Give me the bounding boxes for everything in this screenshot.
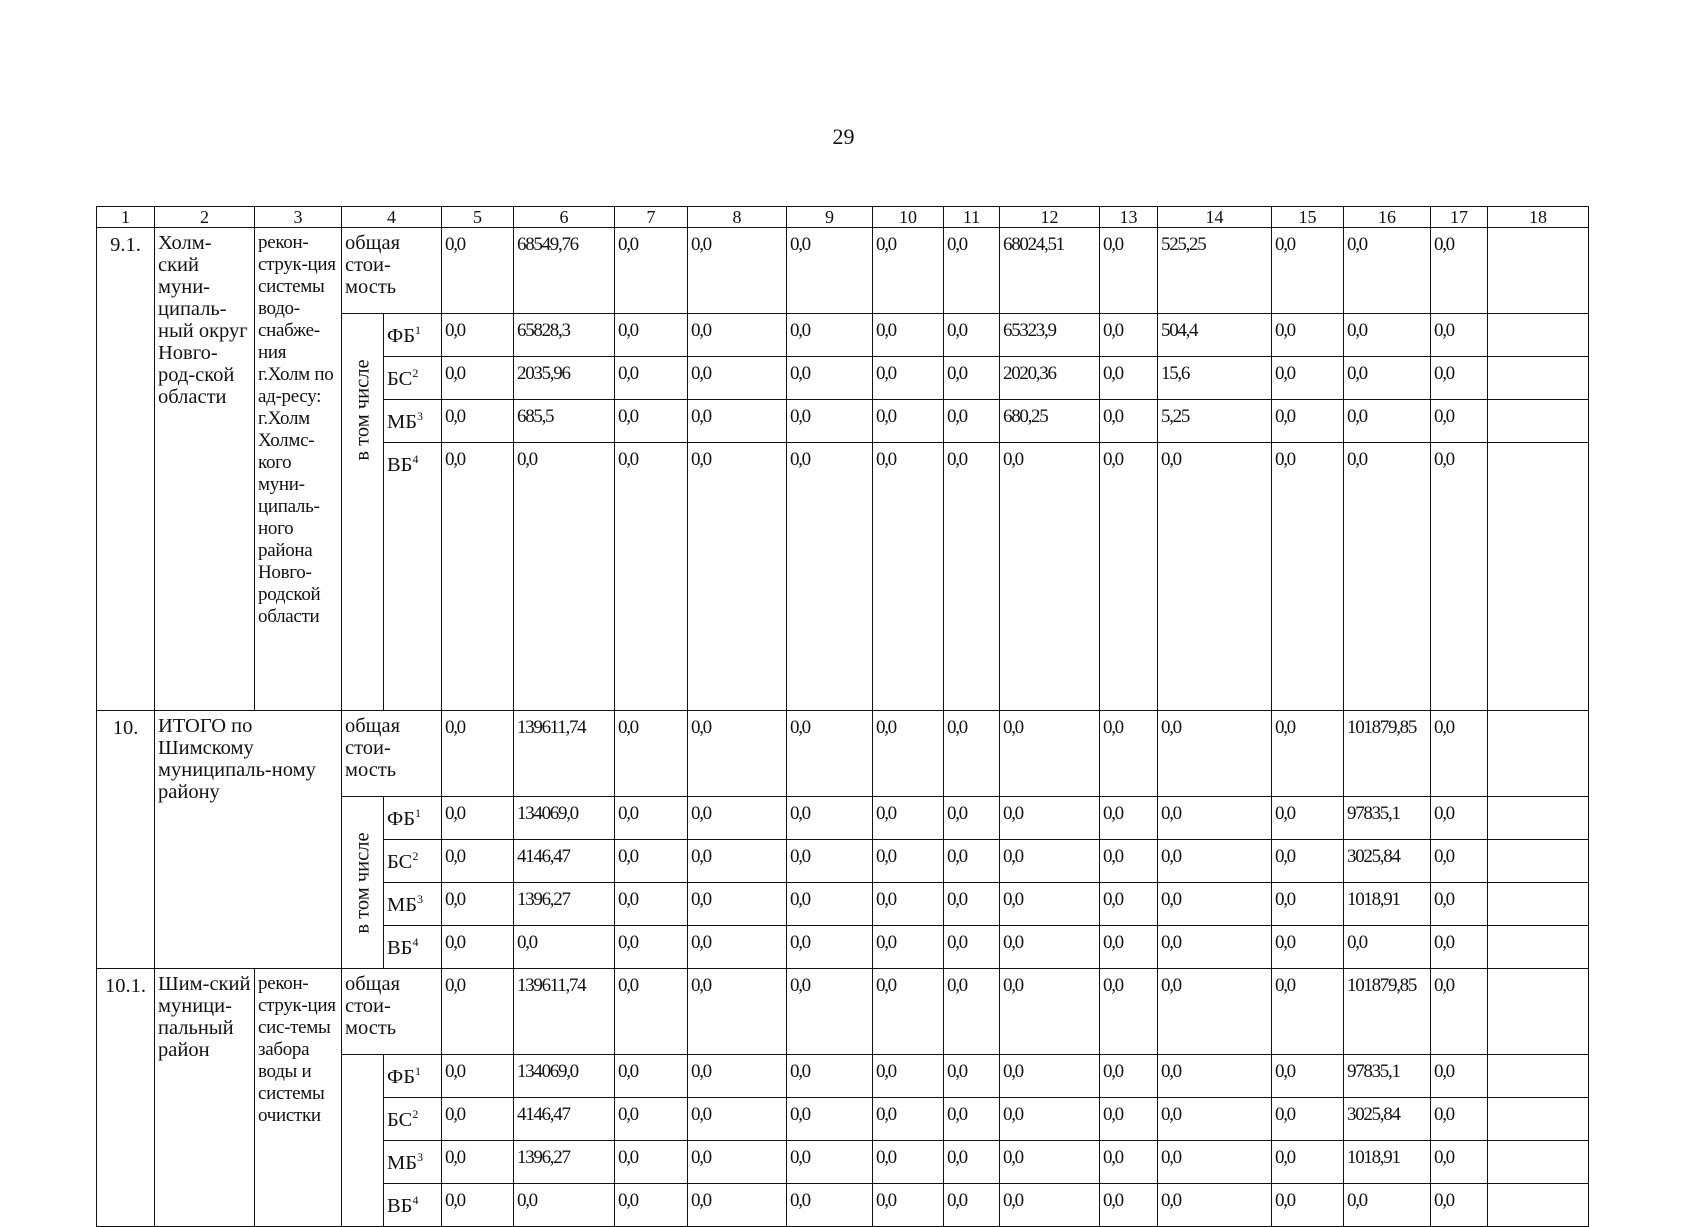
value-cell: 0,0	[615, 1141, 688, 1184]
value-cell: 68024,51	[1000, 228, 1100, 314]
value-cell: 4146,47	[514, 840, 615, 883]
value-cell: 0,0	[1431, 400, 1488, 443]
funding-source-label: ФБ	[387, 324, 415, 347]
value-cell: 0,0	[1431, 926, 1488, 969]
empty-cell	[1488, 443, 1589, 711]
empty-cell	[1488, 400, 1589, 443]
value-cell: 65828,3	[514, 314, 615, 357]
funding-source	[384, 1098, 442, 1141]
total-cost-label: общая стои-мость	[342, 969, 442, 1055]
value-cell: 0,0	[442, 357, 514, 400]
value-cell: 2035,96	[514, 357, 615, 400]
value-cell: 0,0	[1100, 711, 1158, 797]
funding-source	[384, 357, 442, 400]
row-number: 9.1.	[97, 228, 155, 711]
value-cell: 0,0	[1431, 314, 1488, 357]
value-cell: 0,0	[1431, 1184, 1488, 1227]
column-number: 5	[442, 207, 514, 228]
value-cell: 0,0	[1158, 926, 1272, 969]
total-row	[97, 969, 1589, 1055]
value-cell: 0,0	[787, 1184, 873, 1227]
footnote-mark: 1	[414, 1064, 421, 1078]
empty-cell	[1488, 228, 1589, 314]
value-cell: 0,0	[1100, 840, 1158, 883]
column-number: 16	[1344, 207, 1431, 228]
value-cell: 0,0	[1272, 926, 1344, 969]
value-cell: 0,0	[1344, 443, 1431, 711]
value-cell: 0,0	[1431, 1098, 1488, 1141]
value-cell: 0,0	[1000, 926, 1100, 969]
value-cell: 0,0	[787, 314, 873, 357]
column-number: 4	[342, 207, 442, 228]
total-row	[97, 228, 1589, 314]
value-cell: 0,0	[1158, 840, 1272, 883]
value-cell: 0,0	[442, 969, 514, 1055]
value-cell: 0,0	[1000, 1055, 1100, 1098]
page-number: 29	[832, 124, 855, 149]
value-cell: 0,0	[944, 797, 1000, 840]
value-cell: 0,0	[688, 711, 787, 797]
value-cell: 0,0	[688, 797, 787, 840]
value-cell: 0,0	[944, 314, 1000, 357]
value-cell: 0,0	[1100, 1098, 1158, 1141]
value-cell: 0,0	[442, 883, 514, 926]
value-cell: 0,0	[1272, 357, 1344, 400]
value-cell: 0,0	[1000, 711, 1100, 797]
value-cell: 1396,27	[514, 1141, 615, 1184]
funding-source	[384, 1055, 442, 1098]
value-cell: 0,0	[688, 840, 787, 883]
value-cell: 0,0	[1000, 1098, 1100, 1141]
value-cell: 0,0	[1272, 883, 1344, 926]
object-description: рекон-струк-ция сис-темы забора воды и системы очистки	[255, 969, 342, 1227]
value-cell: 0,0	[442, 797, 514, 840]
value-cell: 0,0	[615, 1055, 688, 1098]
row-number: 10.1.	[97, 969, 155, 1227]
value-cell: 3025,84	[1344, 1098, 1431, 1141]
funding-source-label: ФБ	[387, 1065, 415, 1088]
column-number: 10	[873, 207, 944, 228]
funding-source	[384, 926, 442, 969]
funding-source-label: БС	[387, 1108, 413, 1131]
value-cell: 0,0	[944, 711, 1000, 797]
empty-cell	[1488, 883, 1589, 926]
value-cell: 0,0	[514, 443, 615, 711]
value-cell: 0,0	[944, 926, 1000, 969]
value-cell: 0,0	[688, 1098, 787, 1141]
value-cell: 0,0	[1000, 883, 1100, 926]
value-cell: 0,0	[1431, 228, 1488, 314]
column-number: 18	[1488, 207, 1589, 228]
value-cell: 0,0	[442, 840, 514, 883]
value-cell: 0,0	[688, 228, 787, 314]
value-cell: 134069,0	[514, 1055, 615, 1098]
value-cell: 0,0	[442, 443, 514, 711]
value-cell: 0,0	[1344, 357, 1431, 400]
value-cell: 0,0	[787, 228, 873, 314]
value-cell: 0,0	[1000, 1184, 1100, 1227]
value-cell: 0,0	[442, 1098, 514, 1141]
value-cell: 0,0	[1000, 840, 1100, 883]
municipality-name: Шим-ский муници-пальный район	[155, 969, 255, 1227]
column-number: 12	[1000, 207, 1100, 228]
value-cell: 0,0	[1158, 883, 1272, 926]
column-number: 3	[255, 207, 342, 228]
value-cell: 0,0	[787, 969, 873, 1055]
value-cell: 0,0	[1158, 1141, 1272, 1184]
value-cell: 0,0	[787, 1141, 873, 1184]
value-cell: 0,0	[1000, 797, 1100, 840]
value-cell: 0,0	[688, 883, 787, 926]
municipality-name: Холм-ский муни-ципаль-ный округ Новго-род-ской области	[155, 228, 255, 711]
value-cell: 0,0	[1158, 1055, 1272, 1098]
column-number: 7	[615, 207, 688, 228]
funding-source-label: МБ	[387, 1151, 417, 1174]
value-cell: 0,0	[873, 797, 944, 840]
value-cell: 0,0	[1272, 711, 1344, 797]
value-cell: 97835,1	[1344, 1055, 1431, 1098]
value-cell: 0,0	[873, 969, 944, 1055]
value-cell: 0,0	[442, 1184, 514, 1227]
group-label: в том числе	[351, 359, 373, 461]
value-cell: 0,0	[1272, 228, 1344, 314]
value-cell: 0,0	[1100, 314, 1158, 357]
value-cell: 0,0	[1272, 1098, 1344, 1141]
column-number: 1	[97, 207, 155, 228]
value-cell: 0,0	[1158, 797, 1272, 840]
value-cell: 0,0	[873, 1055, 944, 1098]
funding-source	[384, 883, 442, 926]
value-cell: 139611,74	[514, 969, 615, 1055]
value-cell: 0,0	[873, 1098, 944, 1141]
value-cell: 0,0	[944, 969, 1000, 1055]
value-cell: 0,0	[1000, 1141, 1100, 1184]
total-name: ИТОГО по Шимскому муниципаль-ному району	[155, 711, 342, 969]
footnote-mark: 4	[412, 935, 419, 949]
value-cell: 0,0	[787, 443, 873, 711]
value-cell: 0,0	[944, 443, 1000, 711]
value-cell: 0,0	[1431, 883, 1488, 926]
column-number: 6	[514, 207, 615, 228]
value-cell: 0,0	[873, 228, 944, 314]
value-cell: 0,0	[1272, 1184, 1344, 1227]
value-cell: 0,0	[1100, 357, 1158, 400]
value-cell: 0,0	[615, 443, 688, 711]
value-cell: 0,0	[1431, 711, 1488, 797]
value-cell: 0,0	[944, 1055, 1000, 1098]
value-cell: 134069,0	[514, 797, 615, 840]
funding-source-label: БС	[387, 367, 413, 390]
row-number: 10.	[97, 711, 155, 969]
value-cell: 525,25	[1158, 228, 1272, 314]
value-cell: 0,0	[1431, 1055, 1488, 1098]
value-cell: 3025,84	[1344, 840, 1431, 883]
value-cell: 685,5	[514, 400, 615, 443]
value-cell: 0,0	[615, 400, 688, 443]
funding-source-label: ВБ	[387, 453, 413, 476]
value-cell: 0,0	[1272, 314, 1344, 357]
group-label-vertical	[342, 797, 384, 969]
value-cell: 1396,27	[514, 883, 615, 926]
value-cell: 0,0	[1431, 797, 1488, 840]
value-cell: 101879,85	[1344, 711, 1431, 797]
value-cell: 0,0	[873, 400, 944, 443]
value-cell: 0,0	[787, 840, 873, 883]
value-cell: 0,0	[873, 443, 944, 711]
value-cell: 0,0	[944, 1141, 1000, 1184]
value-cell: 680,25	[1000, 400, 1100, 443]
value-cell: 0,0	[1100, 883, 1158, 926]
value-cell: 0,0	[615, 1184, 688, 1227]
footnote-mark: 3	[417, 409, 423, 423]
value-cell: 504,4	[1158, 314, 1272, 357]
empty-cell	[1488, 797, 1589, 840]
total-cost-label: общая стои-мость	[342, 228, 442, 314]
value-cell: 0,0	[688, 400, 787, 443]
value-cell: 0,0	[1272, 840, 1344, 883]
empty-cell	[1488, 1184, 1589, 1227]
value-cell: 0,0	[1272, 969, 1344, 1055]
value-cell: 0,0	[688, 357, 787, 400]
value-cell: 0,0	[1431, 357, 1488, 400]
total-cost-label: общая стои-мость	[342, 711, 442, 797]
value-cell: 0,0	[1158, 711, 1272, 797]
value-cell: 0,0	[688, 314, 787, 357]
value-cell: 15,6	[1158, 357, 1272, 400]
funding-source	[384, 1141, 442, 1184]
value-cell: 0,0	[615, 711, 688, 797]
value-cell: 0,0	[944, 840, 1000, 883]
value-cell: 0,0	[787, 926, 873, 969]
column-number: 13	[1100, 207, 1158, 228]
value-cell: 0,0	[1100, 1184, 1158, 1227]
value-cell: 0,0	[787, 400, 873, 443]
value-cell: 0,0	[688, 926, 787, 969]
funding-source-label: ФБ	[387, 807, 415, 830]
value-cell: 0,0	[514, 1184, 615, 1227]
empty-cell	[1488, 969, 1589, 1055]
value-cell: 0,0	[615, 314, 688, 357]
value-cell: 0,0	[615, 969, 688, 1055]
group-label: в том числе	[351, 831, 373, 934]
value-cell: 0,0	[1000, 443, 1100, 711]
value-cell: 0,0	[873, 840, 944, 883]
value-cell: 0,0	[1272, 797, 1344, 840]
value-cell: 0,0	[1100, 1055, 1158, 1098]
funding-source	[384, 314, 442, 357]
value-cell: 139611,74	[514, 711, 615, 797]
empty-cell	[1488, 1098, 1589, 1141]
funding-source	[384, 1184, 442, 1227]
value-cell: 68549,76	[514, 228, 615, 314]
funding-source-label: МБ	[387, 410, 417, 433]
column-number: 2	[155, 207, 255, 228]
empty-cell	[1488, 840, 1589, 883]
funding-source-label: МБ	[387, 893, 417, 916]
value-cell: 0,0	[944, 400, 1000, 443]
value-cell: 0,0	[442, 1055, 514, 1098]
footnote-mark: 1	[414, 806, 421, 820]
value-cell: 0,0	[944, 1098, 1000, 1141]
column-number: 15	[1272, 207, 1344, 228]
value-cell: 0,0	[787, 357, 873, 400]
value-cell: 0,0	[1431, 840, 1488, 883]
column-number: 11	[944, 207, 1000, 228]
value-cell: 0,0	[688, 443, 787, 711]
value-cell: 4146,47	[514, 1098, 615, 1141]
value-cell: 0,0	[1158, 1184, 1272, 1227]
value-cell: 2020,36	[1000, 357, 1100, 400]
value-cell: 0,0	[688, 1141, 787, 1184]
value-cell: 0,0	[514, 926, 615, 969]
group-label-vertical	[342, 314, 384, 711]
value-cell: 0,0	[1431, 969, 1488, 1055]
budget-table	[96, 206, 1589, 1227]
object-description: рекон-струк-ция системы водо-снабже-ния г.Холм по ад-ресу: г.Холм Холмс-кого муни-ципаль-ного района Новго-родской области	[255, 228, 342, 711]
funding-source	[384, 400, 442, 443]
footnote-mark: 2	[412, 366, 419, 380]
value-cell: 0,0	[615, 228, 688, 314]
funding-source-label: БС	[387, 850, 413, 873]
empty-cell	[1488, 357, 1589, 400]
funding-source	[384, 443, 442, 711]
value-cell: 1018,91	[1344, 883, 1431, 926]
value-cell: 0,0	[787, 1098, 873, 1141]
column-number: 14	[1158, 207, 1272, 228]
value-cell: 0,0	[442, 926, 514, 969]
empty-cell	[1488, 314, 1589, 357]
value-cell: 0,0	[615, 1098, 688, 1141]
value-cell: 0,0	[1431, 443, 1488, 711]
empty-cell	[1488, 926, 1589, 969]
funding-source	[384, 797, 442, 840]
value-cell: 0,0	[1100, 969, 1158, 1055]
value-cell: 0,0	[1272, 1055, 1344, 1098]
total-row	[97, 711, 1589, 797]
value-cell: 0,0	[1272, 1141, 1344, 1184]
value-cell: 0,0	[1100, 926, 1158, 969]
value-cell: 0,0	[688, 1184, 787, 1227]
value-cell: 0,0	[787, 1055, 873, 1098]
value-cell: 5,25	[1158, 400, 1272, 443]
value-cell: 0,0	[1344, 314, 1431, 357]
value-cell: 0,0	[442, 400, 514, 443]
table-body	[97, 207, 1589, 1227]
footnote-mark: 3	[417, 892, 423, 906]
value-cell: 0,0	[873, 926, 944, 969]
value-cell: 0,0	[1100, 797, 1158, 840]
value-cell: 0,0	[873, 1184, 944, 1227]
value-cell: 0,0	[787, 797, 873, 840]
funding-source-label: ВБ	[387, 1194, 413, 1217]
value-cell: 0,0	[442, 314, 514, 357]
footnote-mark: 1	[414, 323, 421, 337]
value-cell: 0,0	[873, 1141, 944, 1184]
empty-cell	[1488, 1055, 1589, 1098]
value-cell: 0,0	[615, 883, 688, 926]
value-cell: 97835,1	[1344, 797, 1431, 840]
value-cell: 0,0	[615, 840, 688, 883]
value-cell: 0,0	[688, 969, 787, 1055]
value-cell: 0,0	[1344, 228, 1431, 314]
value-cell: 0,0	[1272, 400, 1344, 443]
funding-source-label: ВБ	[387, 936, 413, 959]
footnote-mark: 4	[412, 452, 419, 466]
value-cell: 0,0	[1158, 1098, 1272, 1141]
value-cell: 0,0	[442, 228, 514, 314]
footnote-mark: 2	[412, 1107, 419, 1121]
value-cell: 0,0	[944, 228, 1000, 314]
value-cell: 0,0	[1344, 926, 1431, 969]
column-number: 17	[1431, 207, 1488, 228]
value-cell: 0,0	[1100, 443, 1158, 711]
value-cell: 0,0	[615, 357, 688, 400]
value-cell: 0,0	[873, 711, 944, 797]
value-cell: 0,0	[873, 357, 944, 400]
value-cell: 0,0	[442, 1141, 514, 1184]
value-cell: 0,0	[615, 797, 688, 840]
funding-source	[384, 840, 442, 883]
value-cell: 0,0	[873, 883, 944, 926]
value-cell: 0,0	[1100, 400, 1158, 443]
footnote-mark: 4	[412, 1193, 419, 1207]
group-label-vertical	[342, 1055, 384, 1227]
footnote-mark: 3	[417, 1150, 423, 1164]
value-cell: 0,0	[615, 926, 688, 969]
value-cell: 0,0	[1100, 228, 1158, 314]
value-cell: 1018,91	[1344, 1141, 1431, 1184]
value-cell: 0,0	[944, 1184, 1000, 1227]
value-cell: 0,0	[944, 883, 1000, 926]
value-cell: 0,0	[442, 711, 514, 797]
empty-cell	[1488, 1141, 1589, 1184]
value-cell: 0,0	[1344, 1184, 1431, 1227]
value-cell: 0,0	[1158, 443, 1272, 711]
value-cell: 101879,85	[1344, 969, 1431, 1055]
value-cell: 0,0	[787, 883, 873, 926]
value-cell: 0,0	[1344, 400, 1431, 443]
value-cell: 0,0	[1100, 1141, 1158, 1184]
column-number: 9	[787, 207, 873, 228]
footnote-mark: 2	[412, 849, 419, 863]
empty-cell	[1488, 711, 1589, 797]
value-cell: 0,0	[1431, 1141, 1488, 1184]
value-cell: 0,0	[944, 357, 1000, 400]
value-cell: 65323,9	[1000, 314, 1100, 357]
value-cell: 0,0	[688, 1055, 787, 1098]
column-number-row	[97, 207, 1589, 228]
column-number: 8	[688, 207, 787, 228]
value-cell: 0,0	[873, 314, 944, 357]
value-cell: 0,0	[787, 711, 873, 797]
value-cell: 0,0	[1000, 969, 1100, 1055]
value-cell: 0,0	[1158, 969, 1272, 1055]
value-cell: 0,0	[1272, 443, 1344, 711]
